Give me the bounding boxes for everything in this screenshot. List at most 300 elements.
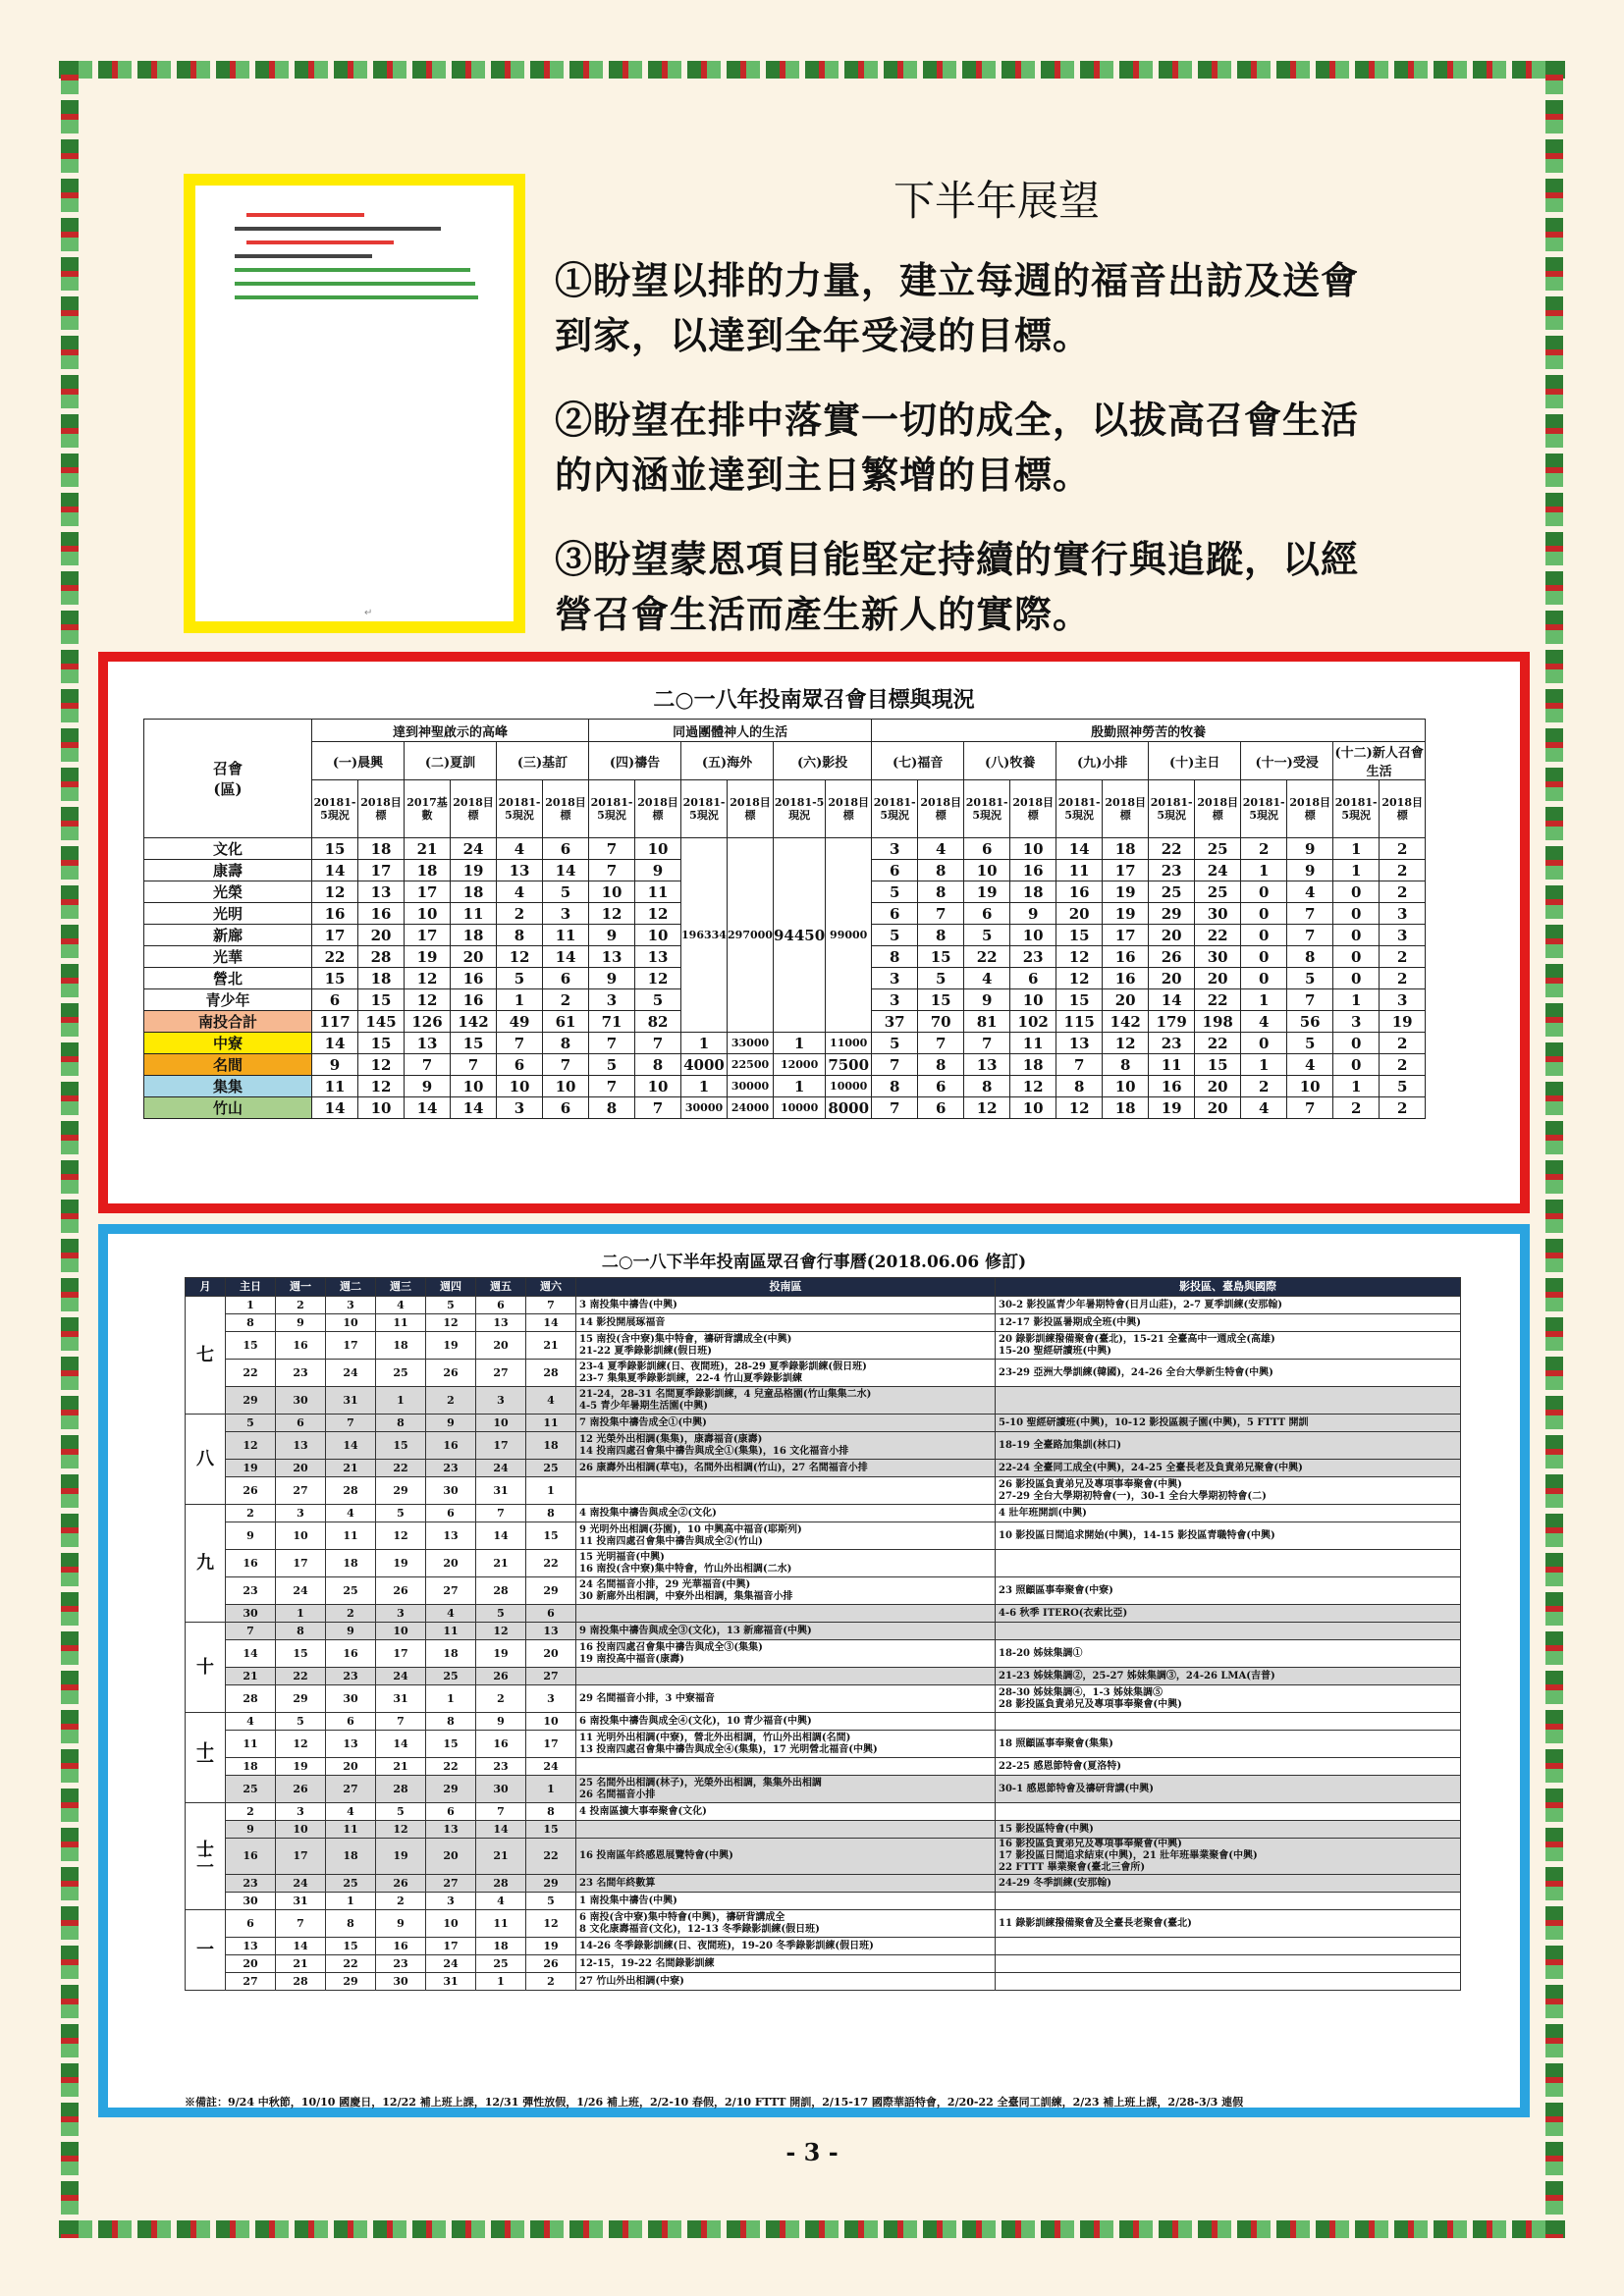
calendar-day: 22: [376, 1460, 426, 1477]
calendar-day: 18: [526, 1432, 576, 1460]
targets-cell: 25: [1149, 881, 1195, 903]
calendar-day: 16: [326, 1640, 376, 1668]
targets-cell: 15: [312, 968, 358, 989]
calendar-event-tounan: 9 光明外出相調(芬園)，10 中興高中福音(耶斯列) 11 投南四處召會集中禱告與成全②(竹山): [576, 1522, 996, 1550]
targets-cell: 0: [1241, 1033, 1287, 1054]
calendar-day: 2: [276, 1297, 326, 1314]
targets-cell: 15: [358, 1033, 405, 1054]
calendar-day: 17: [326, 1332, 376, 1360]
calendar-event-tounan: [576, 1477, 996, 1505]
targets-cell: 117: [312, 1011, 358, 1033]
targets-category-2: (三)基訂: [497, 742, 589, 780]
targets-cell: 2: [1380, 968, 1426, 989]
targets-category-9: (十)主日: [1149, 742, 1241, 780]
calendar-day: 4: [526, 1387, 576, 1415]
targets-cell: 20: [1195, 968, 1241, 989]
targets-cell: 3: [543, 903, 589, 925]
targets-cell: 20: [1149, 925, 1195, 946]
calendar-day: 22: [526, 1839, 576, 1875]
calendar-month-label: 十一: [186, 1713, 226, 1803]
calendar-day: 25: [526, 1460, 576, 1477]
targets-cell: 25: [1195, 881, 1241, 903]
calendar-day: 20: [226, 1955, 276, 1973]
targets-cell: 17: [405, 925, 451, 946]
targets-cell: 0: [1333, 925, 1380, 946]
calendar-day: 15: [326, 1938, 376, 1955]
targets-cell: 3: [497, 1097, 543, 1119]
calendar-panel: [98, 1224, 1530, 2117]
calendar-day: 27: [426, 1875, 476, 1893]
calendar-day: 24: [476, 1460, 526, 1477]
targets-cell: 23: [1149, 860, 1195, 881]
targets-sub-header: 20181-5現況: [681, 780, 728, 838]
calendar-day: 4: [326, 1505, 376, 1522]
calendar-day: 14: [226, 1640, 276, 1668]
calendar-day: 29: [526, 1875, 576, 1893]
calendar-week-row: [186, 1415, 1461, 1432]
targets-cell: 10: [1010, 838, 1056, 860]
targets-cell: 9: [1287, 838, 1333, 860]
calendar-week-row: [186, 1973, 1461, 1991]
targets-cell: 12: [635, 968, 681, 989]
targets-cell: 15: [312, 838, 358, 860]
targets-cell: 25: [1195, 838, 1241, 860]
calendar-day: 2: [526, 1973, 576, 1991]
targets-cell: 10: [1103, 1076, 1149, 1097]
calendar-day: 5: [376, 1803, 426, 1821]
targets-cell: 18: [1010, 881, 1056, 903]
targets-cell: 14: [543, 860, 589, 881]
targets-cell: 15: [918, 989, 964, 1011]
targets-category-5: (六)影投: [774, 742, 872, 780]
calendar-day: 14: [526, 1314, 576, 1332]
calendar-day: 20: [426, 1550, 476, 1577]
calendar-day: 21: [226, 1668, 276, 1685]
calendar-event-tounan: 26 康壽外出相調(草屯)，名間外出相調(竹山)，27 名間福音小排: [576, 1460, 996, 1477]
targets-cell: 13: [635, 946, 681, 968]
calendar-event-tounan: 23-4 夏季錄影訓練(日、夜間班)，28-29 夏季錄影訓練(假日班) 23-7 集集夏季錄影訓練，22-4 竹山夏季錄影訓練: [576, 1360, 996, 1387]
calendar-day: 10: [476, 1415, 526, 1432]
calendar-day: 2: [326, 1605, 376, 1623]
targets-cell: 0: [1241, 968, 1287, 989]
targets-sub-header: 20181-5現況: [1333, 780, 1380, 838]
calendar-day: 31: [476, 1477, 526, 1505]
targets-cell: 56: [1287, 1011, 1333, 1033]
targets-row: [144, 1033, 1426, 1054]
calendar-week-row: [186, 1623, 1461, 1640]
targets-cell: 12: [1010, 1076, 1056, 1097]
calendar-day: 16: [426, 1432, 476, 1460]
targets-cell: 6: [872, 860, 918, 881]
calendar-day: 4: [226, 1713, 276, 1731]
targets-category-3: (四)禱告: [589, 742, 681, 780]
targets-row: [144, 1076, 1426, 1097]
calendar-day: 5: [226, 1415, 276, 1432]
targets-group-2: 殷勤照神勞苦的牧養: [872, 720, 1426, 742]
calendar-day: 16: [376, 1938, 426, 1955]
targets-row-name: 南投合計: [144, 1011, 312, 1033]
calendar-day: 17: [526, 1731, 576, 1758]
calendar-event-tounan: 1 南投集中禱告(中興): [576, 1893, 996, 1910]
calendar-day: 8: [376, 1415, 426, 1432]
targets-cell: 5: [589, 1054, 635, 1076]
targets-merged-cell: 196334: [681, 838, 728, 1033]
calendar-day: 6: [476, 1297, 526, 1314]
targets-cell: 10: [497, 1076, 543, 1097]
calendar-day: 3: [276, 1505, 326, 1522]
calendar-day: 22: [426, 1758, 476, 1776]
targets-cell: 49: [497, 1011, 543, 1033]
targets-cell: 81: [964, 1011, 1010, 1033]
targets-cell: 10: [1287, 1076, 1333, 1097]
targets-cell: 12: [1056, 946, 1103, 968]
holly-border-bottom: [59, 2220, 1565, 2238]
calendar-week-row: [186, 1821, 1461, 1839]
calendar-day: 7: [326, 1415, 376, 1432]
targets-cell: 2: [1380, 946, 1426, 968]
targets-row-name: 文化: [144, 838, 312, 860]
targets-cell: 11: [635, 881, 681, 903]
calendar-header-5: 週四: [426, 1278, 476, 1297]
targets-row-name: 名間: [144, 1054, 312, 1076]
calendar-day: 2: [476, 1685, 526, 1713]
targets-cell: 14: [405, 1097, 451, 1119]
calendar-day: 7: [476, 1505, 526, 1522]
calendar-header-9: 影投區、臺島與國際: [996, 1278, 1461, 1297]
targets-cell: 8: [635, 1054, 681, 1076]
targets-cell: 23: [1010, 946, 1056, 968]
calendar-event-tounan: 7 南投集中禱告成全①(中興): [576, 1415, 996, 1432]
targets-cell: 0: [1241, 903, 1287, 925]
calendar-day: 18: [326, 1550, 376, 1577]
targets-cell: 7: [1287, 903, 1333, 925]
targets-cell: 19: [405, 946, 451, 968]
calendar-header-8: 投南區: [576, 1278, 996, 1297]
targets-row-head: 召會 (區): [144, 720, 312, 838]
calendar-event-tounan: 27 竹山外出相調(中寮): [576, 1973, 996, 1991]
targets-cell: 10: [589, 881, 635, 903]
calendar-day: 11: [326, 1522, 376, 1550]
calendar-week-row: [186, 1938, 1461, 1955]
targets-cell: 22: [1195, 925, 1241, 946]
calendar-day: 26: [376, 1875, 426, 1893]
targets-cell: 11: [451, 903, 497, 925]
calendar-day: 23: [226, 1577, 276, 1605]
calendar-event-tounan: 9 南投集中禱告與成全③(文化)，13 新廍福音(中興): [576, 1623, 996, 1640]
targets-cell: 7: [589, 860, 635, 881]
targets-cell: 7: [497, 1033, 543, 1054]
calendar-day: 17: [376, 1640, 426, 1668]
calendar-day: 1: [276, 1605, 326, 1623]
targets-cell: 10: [635, 838, 681, 860]
calendar-event-tounan: 11 光明外出相調(中寮)，營北外出相調，竹山外出相調(名間) 13 投南四處召會集中禱告與成全④(集集)，17 光明營北福音(中興): [576, 1731, 996, 1758]
targets-cell: 7: [872, 1054, 918, 1076]
targets-cell: 14: [1056, 838, 1103, 860]
targets-cell: 2: [1241, 1076, 1287, 1097]
targets-cell: 102: [1010, 1011, 1056, 1033]
targets-cell: 1: [1333, 989, 1380, 1011]
targets-cell: 1: [774, 1076, 826, 1097]
calendar-day: 24: [526, 1758, 576, 1776]
targets-cell: 13: [405, 1033, 451, 1054]
targets-cell: 11: [543, 925, 589, 946]
targets-cell: 28: [358, 946, 405, 968]
targets-cell: 16: [1103, 968, 1149, 989]
calendar-week-row: [186, 1731, 1461, 1758]
calendar-week-row: [186, 1758, 1461, 1776]
calendar-day: 6: [526, 1605, 576, 1623]
targets-cell: 8: [872, 946, 918, 968]
targets-cell: 16: [358, 903, 405, 925]
calendar-event-tounan: 29 名間福音小排，3 中寮福音: [576, 1685, 996, 1713]
targets-cell: 12: [964, 1097, 1010, 1119]
calendar-day: 20: [476, 1332, 526, 1360]
calendar-day: 31: [276, 1893, 326, 1910]
targets-cell: 10000: [826, 1076, 872, 1097]
targets-cell: 9: [589, 925, 635, 946]
calendar-day: 19: [426, 1332, 476, 1360]
calendar-day: 9: [376, 1910, 426, 1938]
targets-cell: 12: [405, 968, 451, 989]
calendar-event-yingtou: [996, 1387, 1461, 1415]
calendar-day: 15: [526, 1821, 576, 1839]
targets-cell: 7500: [826, 1054, 872, 1076]
targets-cell: 2: [497, 903, 543, 925]
calendar-event-tounan: 4 投南區擴大事奉聚會(文化): [576, 1803, 996, 1821]
targets-cell: 23: [1149, 1033, 1195, 1054]
calendar-day: 24: [376, 1668, 426, 1685]
targets-cell: 18: [1103, 1097, 1149, 1119]
calendar-event-yingtou: 22-25 感恩節特會(夏洛特): [996, 1758, 1461, 1776]
targets-cell: 2: [1380, 881, 1426, 903]
calendar-day: 29: [276, 1685, 326, 1713]
targets-category-4: (五)海外: [681, 742, 774, 780]
targets-cell: 17: [358, 860, 405, 881]
targets-cell: 22: [1195, 989, 1241, 1011]
targets-cell: 11000: [826, 1033, 872, 1054]
calendar-table: [185, 1277, 1461, 1991]
targets-category-11: (十二)新人召會生活: [1333, 742, 1426, 780]
targets-cell: 0: [1333, 881, 1380, 903]
calendar-day: 22: [326, 1955, 376, 1973]
targets-cell: 1: [1241, 860, 1287, 881]
calendar-day: 21: [376, 1758, 426, 1776]
calendar-day: 21: [326, 1460, 376, 1477]
targets-cell: 5: [1287, 968, 1333, 989]
targets-cell: 9: [1010, 903, 1056, 925]
calendar-event-yingtou: [996, 1623, 1461, 1640]
targets-cell: 18: [358, 968, 405, 989]
calendar-day: 15: [226, 1332, 276, 1360]
calendar-event-yingtou: 15 影投區特會(中興): [996, 1821, 1461, 1839]
targets-sub-header: 20181-5現況: [1241, 780, 1287, 838]
calendar-day: 21: [526, 1332, 576, 1360]
targets-cell: 2: [1380, 1054, 1426, 1076]
calendar-day: 15: [376, 1432, 426, 1460]
targets-cell: 6: [543, 838, 589, 860]
calendar-day: 30: [426, 1477, 476, 1505]
targets-sub-header: 20181-5現況: [497, 780, 543, 838]
targets-cell: 8: [589, 1097, 635, 1119]
targets-cell: 198: [1195, 1011, 1241, 1033]
targets-cell: 6: [543, 1097, 589, 1119]
targets-cell: 7: [405, 1054, 451, 1076]
targets-cell: 20: [1195, 1097, 1241, 1119]
targets-cell: 13: [497, 860, 543, 881]
calendar-event-tounan: 3 南投集中禱告(中興): [576, 1297, 996, 1314]
calendar-week-row: [186, 1640, 1461, 1668]
calendar-day: 18: [226, 1758, 276, 1776]
targets-sub-header: 2017基數: [405, 780, 451, 838]
calendar-day: 26: [376, 1577, 426, 1605]
targets-cell: 1: [1333, 1076, 1380, 1097]
calendar-day: 23: [326, 1668, 376, 1685]
targets-category-0: (一)晨興: [312, 742, 405, 780]
calendar-day: 10: [526, 1713, 576, 1731]
holly-border-right: [1545, 61, 1563, 2238]
calendar-day: 5: [526, 1893, 576, 1910]
calendar-day: 31: [326, 1387, 376, 1415]
holly-border-top: [59, 61, 1565, 79]
calendar-day: 8: [426, 1713, 476, 1731]
calendar-day: 1: [476, 1973, 526, 1991]
targets-cell: 15: [1056, 925, 1103, 946]
calendar-day: 25: [426, 1668, 476, 1685]
calendar-day: 2: [226, 1505, 276, 1522]
targets-cell: 3: [1380, 903, 1426, 925]
calendar-week-row: [186, 1297, 1461, 1314]
targets-category-8: (九)小排: [1056, 742, 1149, 780]
calendar-day: 15: [276, 1640, 326, 1668]
calendar-day: 9: [226, 1522, 276, 1550]
calendar-day: 30: [226, 1605, 276, 1623]
calendar-event-yingtou: 30-1 感恩節特會及禱研背講(中興): [996, 1776, 1461, 1803]
targets-cell: 14: [312, 860, 358, 881]
targets-cell: 4: [1287, 881, 1333, 903]
targets-cell: 21: [405, 838, 451, 860]
calendar-day: 7: [276, 1910, 326, 1938]
calendar-day: 2: [376, 1893, 426, 1910]
targets-cell: 12: [589, 903, 635, 925]
calendar-day: 5: [476, 1605, 526, 1623]
calendar-week-row: [186, 1605, 1461, 1623]
targets-row-name: 營北: [144, 968, 312, 989]
targets-cell: 9: [964, 989, 1010, 1011]
calendar-event-yingtou: 21-23 姊妹集調②，25-27 姊妹集調③，24-26 LMA(吉普): [996, 1668, 1461, 1685]
targets-cell: 18: [1010, 1054, 1056, 1076]
targets-sub-header: 20181-5現況: [872, 780, 918, 838]
targets-panel: [98, 652, 1530, 1213]
calendar-day: 23: [426, 1460, 476, 1477]
targets-cell: 11: [1010, 1033, 1056, 1054]
targets-cell: 24: [1195, 860, 1241, 881]
targets-cell: 10: [1010, 989, 1056, 1011]
outlook-title: 下半年展望: [893, 177, 1101, 225]
targets-cell: 7: [589, 838, 635, 860]
calendar-week-row: [186, 1387, 1461, 1415]
calendar-week-row: [186, 1893, 1461, 1910]
calendar-event-yingtou: 20 錄影訓練撥備聚會(臺北)，15-21 全臺高中一週成全(高雄) 15-20 聖經研讀班(中興): [996, 1332, 1461, 1360]
calendar-day: 28: [226, 1685, 276, 1713]
targets-cell: 9: [312, 1054, 358, 1076]
targets-cell: 142: [451, 1011, 497, 1033]
targets-cell: 7: [635, 1097, 681, 1119]
targets-cell: 10: [358, 1097, 405, 1119]
targets-group-1: 同過團體神人的生活: [589, 720, 872, 742]
calendar-week-row: [186, 1477, 1461, 1505]
targets-cell: 13: [964, 1054, 1010, 1076]
calendar-header-0: 月: [186, 1278, 226, 1297]
calendar-event-tounan: [576, 1758, 996, 1776]
calendar-day: 4: [426, 1605, 476, 1623]
calendar-event-tounan: 4 南投集中禱告與成全②(文化): [576, 1505, 996, 1522]
calendar-day: 11: [376, 1314, 426, 1332]
calendar-day: 20: [426, 1839, 476, 1875]
calendar-day: 10: [276, 1821, 326, 1839]
targets-cell: 4: [1241, 1097, 1287, 1119]
targets-cell: 70: [918, 1011, 964, 1033]
targets-cell: 18: [405, 860, 451, 881]
calendar-day: 14: [476, 1522, 526, 1550]
targets-cell: 8: [918, 925, 964, 946]
targets-cell: 6: [964, 838, 1010, 860]
targets-cell: 22: [1195, 1033, 1241, 1054]
targets-cell: 2: [1380, 860, 1426, 881]
targets-sub-header: 20181-5現況: [964, 780, 1010, 838]
targets-cell: 11: [1056, 860, 1103, 881]
targets-cell: 8000: [826, 1097, 872, 1119]
targets-cell: 22: [964, 946, 1010, 968]
targets-cell: 7: [918, 903, 964, 925]
targets-cell: 0: [1333, 968, 1380, 989]
calendar-month-label: 七: [186, 1297, 226, 1415]
calendar-day: 13: [426, 1821, 476, 1839]
targets-cell: 7: [1287, 1097, 1333, 1119]
targets-cell: 4: [497, 881, 543, 903]
calendar-month-label: 十二: [186, 1803, 226, 1910]
calendar-day: 23: [226, 1875, 276, 1893]
calendar-day: 10: [326, 1314, 376, 1332]
calendar-day: 19: [226, 1460, 276, 1477]
targets-cell: 3: [1333, 1011, 1380, 1033]
calendar-day: 28: [326, 1477, 376, 1505]
calendar-event-tounan: 12-15，19-22 名間錄影訓練: [576, 1955, 996, 1973]
targets-cell: 12: [405, 989, 451, 1011]
targets-cell: 2: [1380, 1033, 1426, 1054]
targets-category-10: (十一)受浸: [1241, 742, 1333, 780]
calendar-day: 22: [276, 1668, 326, 1685]
targets-sub-header: 2018目標: [728, 780, 774, 838]
calendar-day: 12: [526, 1910, 576, 1938]
calendar-day: 27: [276, 1477, 326, 1505]
calendar-header-4: 週三: [376, 1278, 426, 1297]
calendar-day: 24: [426, 1955, 476, 1973]
calendar-day: 12: [376, 1821, 426, 1839]
calendar-header-2: 週一: [276, 1278, 326, 1297]
calendar-day: 30: [226, 1893, 276, 1910]
targets-cell: 6: [1010, 968, 1056, 989]
calendar-day: 13: [526, 1623, 576, 1640]
targets-cell: 1: [497, 989, 543, 1011]
targets-row-name: 光明: [144, 903, 312, 925]
calendar-event-yingtou: 12-17 影投區暑期成全班(中興): [996, 1314, 1461, 1332]
calendar-month-label: 八: [186, 1415, 226, 1505]
targets-cell: 10: [543, 1076, 589, 1097]
targets-cell: 12: [1103, 1033, 1149, 1054]
targets-cell: 22500: [728, 1054, 774, 1076]
targets-cell: 37: [872, 1011, 918, 1033]
targets-cell: 15: [358, 989, 405, 1011]
